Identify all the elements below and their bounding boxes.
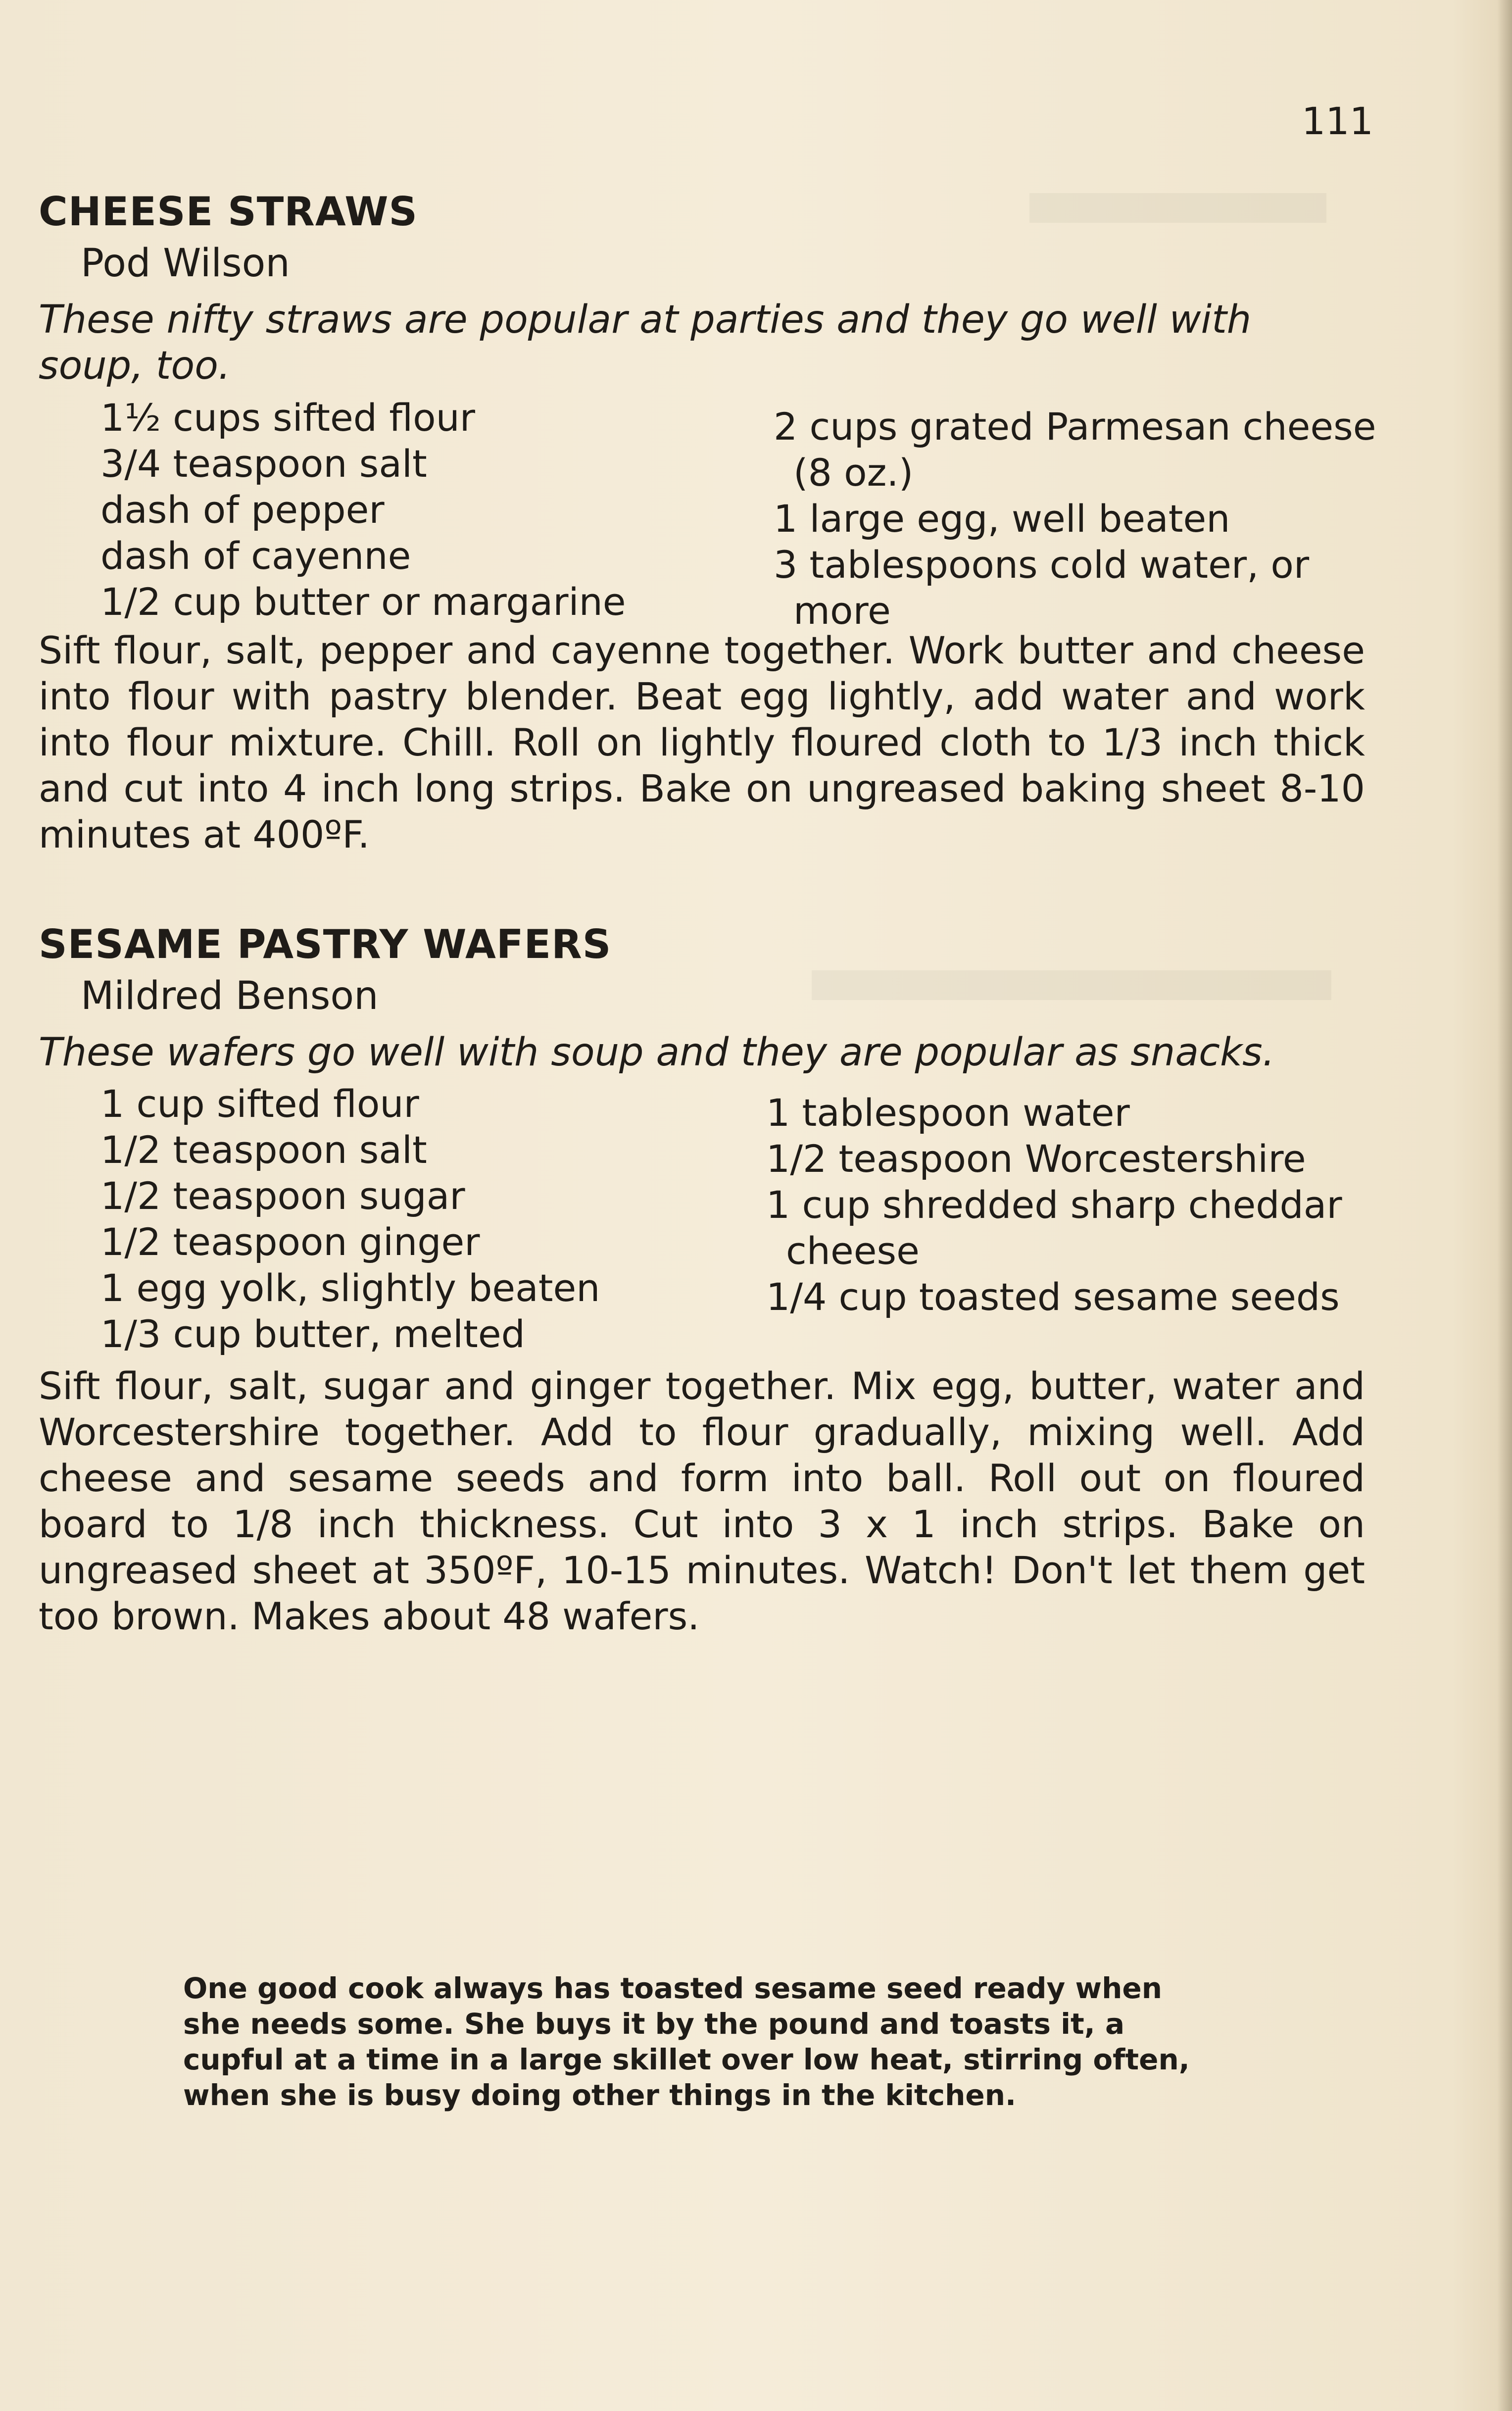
ingredient-column-right bbox=[766, 1090, 1385, 1320]
page-number: 111 bbox=[1301, 99, 1373, 143]
recipe-author: Mildred Benson bbox=[81, 974, 379, 1018]
ingredient-column-left bbox=[100, 395, 769, 625]
ingredient-item: 1½ cups sifted flour bbox=[100, 395, 475, 440]
ingredient-list bbox=[39, 395, 1376, 633]
recipe-sesame-pastry-wafers bbox=[39, 921, 1365, 1639]
cooking-tip: One good cook always has toasted sesame seed ready when she needs some. She buys it by the pound and toasts it, a cupful at a time in a large skillet over low heat, stirring often, when she is busy doing other things in the kitchen. bbox=[183, 1971, 1190, 2112]
recipe-title: SESAME PASTRY WAFERS bbox=[39, 921, 612, 967]
ingredient-item: 1 egg yolk, slightly beaten bbox=[100, 1266, 600, 1310]
recipe-method: Sift flour, salt, sugar and ginger together. Mix egg, butter, water and Worcestershire together. Add to flour gradually, mixing well. Add cheese and sesame seeds and form into ball. Roll out on floured board to 1/8 inch thickness. Cut into 3 x 1 inch strips. Bake on ungreased sheet at 350ºF, 10-15 minutes. Watch! Don't let them get too brown. Makes about 48 wafers. bbox=[39, 1364, 1365, 1639]
ingredient-item: 1/4 cup toasted sesame seeds bbox=[766, 1275, 1340, 1319]
ingredient-item: 3/4 teaspoon salt bbox=[100, 441, 427, 486]
ingredient-item: dash of cayenne bbox=[100, 533, 411, 578]
ingredient-item: 2 cups grated Parmesan cheese (8 oz.) bbox=[774, 404, 1376, 495]
ingredient-item: 1/2 cup butter or margarine bbox=[100, 579, 626, 624]
ingredient-item: 1 large egg, well beaten bbox=[774, 496, 1230, 541]
page-edge-shadow bbox=[1497, 0, 1512, 2411]
recipe-cheese-straws bbox=[39, 188, 1376, 857]
recipe-intro: These wafers go well with soup and they are popular as snacks. bbox=[39, 1030, 1275, 1075]
ingredient-column-right bbox=[774, 403, 1392, 634]
ingredient-item: 1 cup shredded sharp cheddar cheese bbox=[766, 1183, 1342, 1273]
ingredient-item: 3 tablespoons cold water, or more bbox=[774, 542, 1310, 633]
recipe-intro: These nifty straws are popular at parties and they go well with soup, too. bbox=[39, 297, 1252, 389]
ingredient-column-left bbox=[100, 1081, 769, 1357]
ingredient-item: 1 tablespoon water bbox=[766, 1091, 1130, 1135]
ingredient-list bbox=[39, 1081, 1365, 1363]
ingredient-item: 1/2 teaspoon salt bbox=[100, 1128, 427, 1172]
ingredient-item: 1/2 teaspoon Worcestershire bbox=[766, 1137, 1306, 1181]
recipe-method: Sift flour, salt, pepper and cayenne together. Work butter and cheese into flour with pastry blender. Beat egg lightly, add water and work into flour mixture. Chill. Roll on lightly floured cloth to 1/3 inch thick and cut into 4 inch long strips. Bake on ungreased baking sheet 8-10 minutes at 400ºF. bbox=[39, 628, 1365, 856]
ingredient-item: 1/2 teaspoon ginger bbox=[100, 1220, 480, 1264]
recipe-author: Pod Wilson bbox=[81, 241, 290, 286]
recipe-title: CHEESE STRAWS bbox=[39, 189, 418, 235]
ingredient-item: 1/3 cup butter, melted bbox=[100, 1312, 525, 1356]
ingredient-item: dash of pepper bbox=[100, 487, 385, 532]
ingredient-item: 1 cup sifted flour bbox=[100, 1082, 419, 1126]
ingredient-item: 1/2 teaspoon sugar bbox=[100, 1174, 465, 1218]
